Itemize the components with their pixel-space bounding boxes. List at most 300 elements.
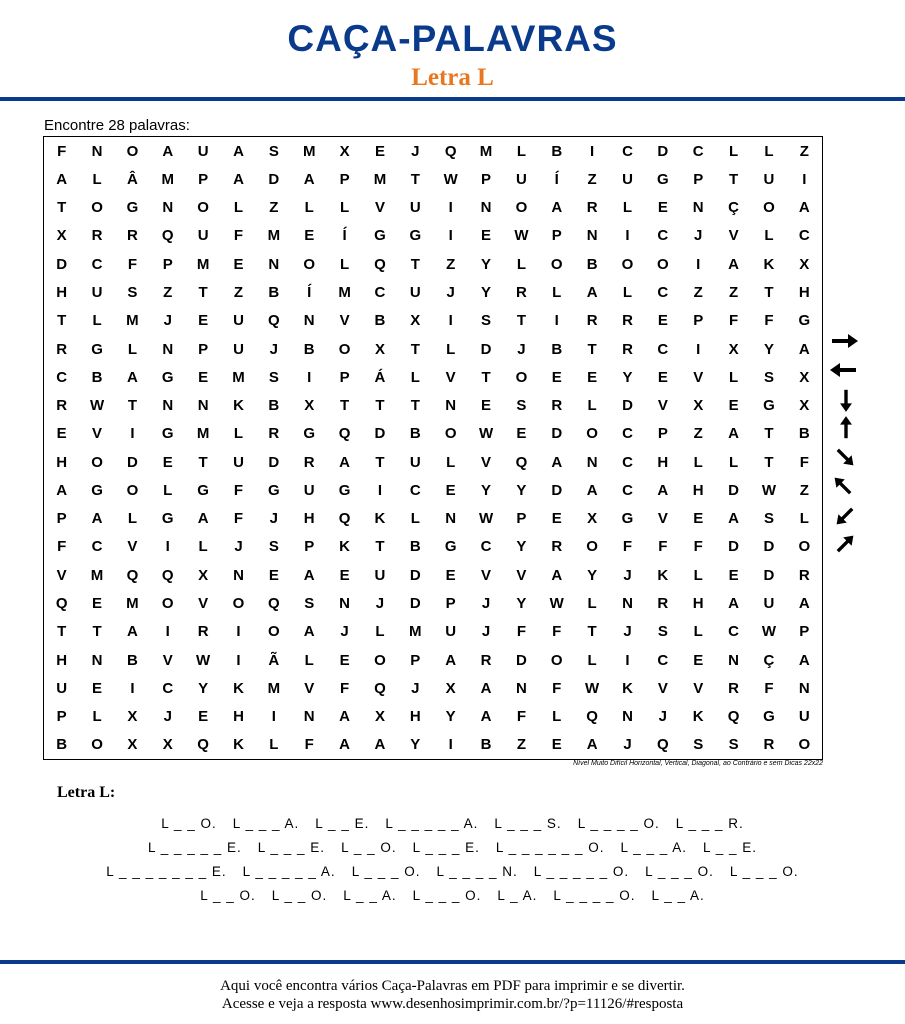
grid-cell: H [692, 481, 704, 499]
grid-cell: B [374, 312, 386, 330]
grid-cell: Â [126, 170, 138, 188]
grid-cell: Ç [763, 651, 775, 669]
grid-cell: Ã [268, 651, 280, 669]
grid-cell: N [91, 651, 103, 669]
grid-cell: O [763, 199, 775, 217]
grid-cell: O [303, 255, 316, 273]
grid-cell: I [696, 340, 701, 358]
grid-cell: N [303, 312, 315, 330]
grid-cell: E [233, 255, 244, 273]
grid-cell: L [92, 312, 102, 330]
word-clue: L _ _ _ _ _ A. [242, 864, 336, 879]
grid-cell: O [798, 538, 811, 556]
grid-cell: X [728, 340, 739, 358]
grid-cell: F [340, 679, 350, 697]
grid-cell: O [126, 481, 139, 499]
grid-cell: H [56, 453, 68, 471]
word-search-grid [43, 136, 823, 760]
grid-cell: X [198, 566, 209, 584]
grid-cell: P [445, 594, 456, 612]
grid-cell: Y [481, 481, 492, 499]
grid-cell: O [444, 425, 457, 443]
word-clue: L _ _ _ _ _ _ O. [495, 840, 605, 855]
grid-cell: X [56, 227, 67, 245]
grid-cell: P [339, 170, 350, 188]
grid-cell: W [585, 679, 600, 697]
grid-cell: P [198, 170, 209, 188]
grid-cell: R [56, 397, 68, 415]
grid-cell: B [268, 397, 280, 415]
grid-cell: P [198, 340, 209, 358]
grid-cell: A [551, 453, 563, 471]
grid-cell: C [657, 283, 669, 301]
grid-cell: G [91, 340, 103, 358]
grid-cell: J [269, 340, 279, 358]
arrow-up-right-icon [834, 531, 858, 555]
grid-cell: T [410, 170, 420, 188]
grid-cell: L [764, 142, 774, 160]
grid-cell: T [92, 623, 102, 641]
grid-cell: A [551, 566, 563, 584]
grid-cell: F [304, 736, 314, 754]
grid-cell: L [587, 651, 597, 669]
grid-cell: L [127, 340, 137, 358]
grid-cell: R [197, 623, 209, 641]
grid-cell: Á [374, 368, 386, 386]
grid-cell: J [517, 340, 526, 358]
grid-cell: E [92, 594, 103, 612]
grid-cell: T [764, 283, 774, 301]
grid-cell: L [304, 651, 314, 669]
word-list-line [0, 812, 905, 836]
grid-cell: M [302, 142, 316, 160]
grid-cell: D [763, 566, 775, 584]
grid-cell: A [728, 255, 739, 273]
grid-cell: L [304, 199, 314, 217]
grid-cell: P [657, 425, 668, 443]
grid-cell: Z [446, 255, 456, 273]
grid-cell: G [268, 481, 280, 499]
grid-cell: C [622, 425, 633, 443]
grid-cell: P [481, 170, 492, 188]
grid-cell: U [197, 142, 209, 160]
grid-cell: S [268, 142, 279, 160]
grid-cell: O [550, 255, 563, 273]
grid-cell: F [552, 623, 562, 641]
grid-cell: L [410, 510, 420, 528]
grid-cell: R [268, 425, 280, 443]
word-clue: L _ _ _ _ O. [577, 816, 660, 831]
grid-cell: E [198, 708, 209, 726]
grid-cell: P [304, 538, 315, 556]
grid-cell: T [375, 397, 385, 415]
grid-cell: S [127, 283, 138, 301]
grid-cell: L [622, 199, 633, 217]
grid-cell: M [232, 368, 245, 386]
grid-cell: N [303, 708, 315, 726]
grid-cell: Z [587, 170, 597, 188]
grid-cell: R [551, 397, 563, 415]
grid-cell: U [445, 623, 457, 641]
grid-cell: T [764, 425, 774, 443]
grid-cell: A [798, 651, 810, 669]
footer-link-text: Acesse e veja a resposta www.desenhosimprimir.com.br/?p=11126/#resposta [221, 996, 684, 1012]
grid-cell: N [586, 453, 598, 471]
grid-cell: S [516, 397, 527, 415]
grid-cell: W [549, 594, 564, 612]
grid-cell: J [623, 736, 632, 754]
grid-cell: E [304, 227, 315, 245]
grid-cell: Y [516, 594, 527, 612]
grid-cell: E [551, 736, 562, 754]
grid-cell: T [764, 453, 774, 471]
grid-cell: V [127, 538, 138, 556]
grid-cell: U [515, 170, 527, 188]
grid-cell: W [196, 651, 211, 669]
grid-cell: R [586, 312, 598, 330]
grid-cell: E [481, 227, 492, 245]
grid-cell: J [658, 708, 668, 726]
grid-cell: Q [55, 594, 68, 612]
grid-cell: F [516, 623, 526, 641]
grid-cell: C [480, 538, 492, 556]
grid-cell: O [550, 651, 563, 669]
grid-cell: B [551, 142, 563, 160]
grid-cell: R [622, 312, 633, 330]
grid-cell: X [374, 708, 385, 726]
grid-cell: N [445, 510, 457, 528]
grid-cell: M [373, 170, 387, 188]
word-clue: L _ _ _ S. [494, 816, 562, 831]
word-clue: L _ _ E. [703, 840, 758, 855]
grid-cell: C [622, 453, 633, 471]
grid-cell: L [233, 425, 244, 443]
grid-cell: D [763, 538, 775, 556]
grid-cell: D [515, 651, 527, 669]
grid-cell: V [56, 566, 67, 584]
grid-cell: C [162, 679, 174, 697]
grid-cell: V [374, 199, 385, 217]
grid-cell: N [692, 199, 704, 217]
grid-cell: M [409, 623, 422, 641]
grid-cell: T [410, 255, 420, 273]
grid-cell: P [56, 708, 67, 726]
grid-cell: R [728, 679, 739, 697]
grid-cell: H [692, 594, 704, 612]
grid-cell: H [233, 708, 244, 726]
grid-cell: G [303, 425, 316, 443]
grid-cell: T [375, 453, 385, 471]
grid-cell: A [303, 170, 315, 188]
grid-cell: B [480, 736, 492, 754]
word-clue: L _ _ _ _ N. [436, 864, 518, 879]
grid-cell: P [693, 312, 704, 330]
grid-cell: K [622, 679, 633, 697]
grid-cell: N [162, 397, 174, 415]
grid-cell: L [587, 397, 597, 415]
grid-cell: M [126, 312, 139, 330]
grid-cell: L [552, 708, 562, 726]
grid-cell: M [479, 142, 493, 160]
grid-cell: F [57, 538, 67, 556]
grid-cell: P [162, 255, 173, 273]
grid-cell: Z [693, 425, 703, 443]
grid-cell: S [481, 312, 492, 330]
grid-cell: L [552, 283, 562, 301]
grid-cell: V [198, 594, 209, 612]
grid-cell: C [91, 538, 103, 556]
grid-cell: L [410, 368, 420, 386]
grid-cell: L [92, 170, 102, 188]
grid-cell: V [657, 397, 668, 415]
grid-cell: M [161, 170, 175, 188]
grid-cell: A [233, 142, 244, 160]
grid-cell: L [764, 227, 774, 245]
grid-cell: I [696, 255, 701, 273]
grid-cell: Z [516, 736, 526, 754]
difficulty-note: Nível Muito Difícil Horizontal, Vertical, Diagonal, ao Contrário e sem Dicas 22x22 [573, 760, 823, 767]
grid-cell: Q [161, 227, 174, 245]
grid-cell: J [163, 708, 172, 726]
grid-cell: J [375, 594, 385, 612]
grid-cell: F [552, 679, 562, 697]
footer-divider [0, 960, 905, 964]
grid-cell: T [198, 453, 208, 471]
grid-cell: I [271, 708, 276, 726]
grid-cell: Y [763, 340, 774, 358]
grid-cell: D [374, 425, 386, 443]
grid-cell: I [165, 623, 170, 641]
grid-cell: J [623, 566, 632, 584]
grid-cell: K [657, 566, 669, 584]
word-clue: L _ _ _ O. [729, 864, 799, 879]
grid-cell: T [729, 170, 739, 188]
grid-cell: E [693, 651, 704, 669]
grid-cell: A [197, 510, 209, 528]
grid-cell: U [91, 283, 103, 301]
grid-cell: D [268, 170, 280, 188]
grid-cell: I [448, 199, 453, 217]
grid-cell: Y [481, 283, 492, 301]
grid-cell: A [586, 736, 598, 754]
grid-cell: F [729, 312, 739, 330]
grid-cell: A [657, 481, 669, 499]
grid-cell: H [798, 283, 810, 301]
grid-cell: W [514, 227, 529, 245]
grid-cell: I [307, 368, 312, 386]
grid-cell: X [339, 142, 350, 160]
grid-cell: J [481, 623, 491, 641]
grid-cell: A [445, 651, 457, 669]
grid-cell: I [236, 651, 241, 669]
grid-cell: M [90, 566, 104, 584]
grid-cell: C [798, 227, 810, 245]
grid-cell: O [374, 651, 386, 669]
grid-cell: A [728, 594, 739, 612]
grid-cell: U [56, 679, 68, 697]
grid-cell: Ç [728, 199, 739, 217]
grid-cell: D [657, 142, 669, 160]
grid-cell: F [764, 312, 774, 330]
grid-cell: L [198, 538, 208, 556]
grid-cell: E [728, 397, 739, 415]
grid-cell: C [657, 227, 669, 245]
grid-cell: D [126, 453, 138, 471]
instructions: Encontre 28 palavras: [44, 117, 190, 134]
word-clue: L _ _ _ O. [645, 864, 714, 879]
grid-cell: X [127, 736, 138, 754]
grid-cell: F [622, 538, 633, 556]
grid-cell: U [233, 453, 244, 471]
grid-cell: J [481, 594, 491, 612]
grid-cell: Q [727, 708, 740, 726]
grid-cell: E [445, 566, 456, 584]
grid-cell: E [587, 368, 598, 386]
grid-cell: I [236, 623, 241, 641]
grid-cell: U [233, 340, 244, 358]
grid-cell: H [56, 283, 68, 301]
grid-cell: M [196, 425, 210, 443]
grid-cell: N [445, 397, 457, 415]
grid-cell: U [374, 566, 386, 584]
grid-cell: X [410, 312, 421, 330]
grid-cell: J [694, 227, 703, 245]
grid-cell: P [339, 368, 350, 386]
grid-cell: G [338, 481, 351, 499]
grid-cell: W [761, 481, 777, 499]
grid-cell: U [303, 481, 315, 499]
grid-cell: S [763, 510, 774, 528]
grid-cell: B [551, 340, 563, 358]
grid-cell: T [516, 312, 526, 330]
grid-cell: Y [516, 538, 527, 556]
grid-cell: A [126, 368, 138, 386]
grid-cell: A [586, 283, 598, 301]
grid-cell: N [622, 594, 633, 612]
grid-cell: Q [268, 312, 280, 330]
grid-cell: N [515, 679, 527, 697]
grid-cell: T [127, 397, 137, 415]
grid-cell: S [693, 736, 704, 754]
word-list [0, 812, 905, 908]
grid-cell: U [763, 170, 775, 188]
word-clue: L _ _ _ E. [257, 840, 326, 855]
arrow-up-icon [840, 416, 852, 438]
grid-cell: B [409, 425, 421, 443]
page-subtitle: Letra L [411, 64, 494, 91]
grid-cell: W [478, 425, 494, 443]
grid-cell: A [303, 566, 315, 584]
grid-cell: Q [374, 255, 386, 273]
grid-cell: R [586, 199, 598, 217]
grid-cell: E [516, 425, 527, 443]
grid-cell: X [127, 708, 138, 726]
grid-cell: T [587, 340, 597, 358]
grid-cell: I [554, 312, 559, 330]
grid-cell: R [551, 538, 563, 556]
grid-cell: I [377, 481, 383, 499]
grid-cell: J [411, 679, 420, 697]
arrow-up-left-icon [830, 473, 854, 497]
grid-cell: I [625, 651, 630, 669]
grid-cell: H [303, 510, 315, 528]
grid-cell: V [304, 679, 315, 697]
grid-cell: W [478, 510, 494, 528]
word-clue: L _ _ _ _ _ _ _ E. [106, 864, 227, 879]
grid-cell: R [622, 340, 633, 358]
grid-cell: B [268, 283, 280, 301]
grid-cell: A [339, 736, 350, 754]
word-clue: L _ _ O. [161, 816, 217, 831]
grid-cell: J [234, 538, 243, 556]
grid-cell: F [233, 481, 244, 499]
grid-cell: E [693, 510, 704, 528]
grid-cell: R [126, 227, 138, 245]
grid-cell: Q [126, 566, 139, 584]
header-divider [0, 97, 905, 101]
grid-cell: K [233, 736, 244, 754]
grid-cell: Q [586, 708, 598, 726]
grid-cell: W [443, 170, 458, 188]
grid-cell: C [622, 142, 633, 160]
grid-cell: K [763, 255, 775, 273]
grid-cell: P [56, 510, 67, 528]
grid-cell: V [92, 425, 103, 443]
grid-cell: L [92, 708, 102, 726]
grid-cell: K [339, 538, 350, 556]
grid-cell: W [89, 397, 105, 415]
grid-cell: Í [554, 170, 559, 188]
grid-cell: B [126, 651, 138, 669]
grid-cell: O [621, 255, 634, 273]
grid-cell: N [622, 708, 633, 726]
grid-cell: E [92, 679, 103, 697]
grid-cell: L [340, 199, 350, 217]
grid-cell: I [448, 312, 453, 330]
grid-cell: T [410, 340, 420, 358]
grid-cell: A [551, 199, 563, 217]
grid-cell: Y [198, 679, 209, 697]
grid-cell: N [339, 594, 350, 612]
grid-cell: U [409, 199, 421, 217]
grid-cell: E [374, 142, 385, 160]
grid-cell: G [657, 170, 669, 188]
grid-cell: Q [268, 594, 280, 612]
grid-cell: I [165, 538, 170, 556]
grid-cell: I [590, 142, 595, 160]
grid-cell: D [480, 340, 492, 358]
grid-cell: U [409, 283, 421, 301]
grid-cell: L [693, 566, 703, 584]
grid-cell: Q [374, 679, 386, 697]
grid-cell: C [728, 623, 739, 641]
arrow-down-right-icon [834, 446, 858, 470]
grid-cell: E [162, 453, 173, 471]
grid-cell: F [799, 453, 809, 471]
grid-cell: U [409, 453, 421, 471]
grid-cell: S [728, 736, 739, 754]
grid-cell: A [480, 708, 492, 726]
grid-cell: Q [444, 142, 457, 160]
grid-cell: F [57, 142, 67, 160]
grid-cell: F [658, 538, 668, 556]
grid-cell: Q [338, 510, 351, 528]
grid-cell: G [197, 481, 209, 499]
grid-cell: X [693, 397, 704, 415]
grid-cell: V [481, 453, 492, 471]
grid-cell: Z [729, 283, 739, 301]
grid-cell: L [587, 594, 597, 612]
